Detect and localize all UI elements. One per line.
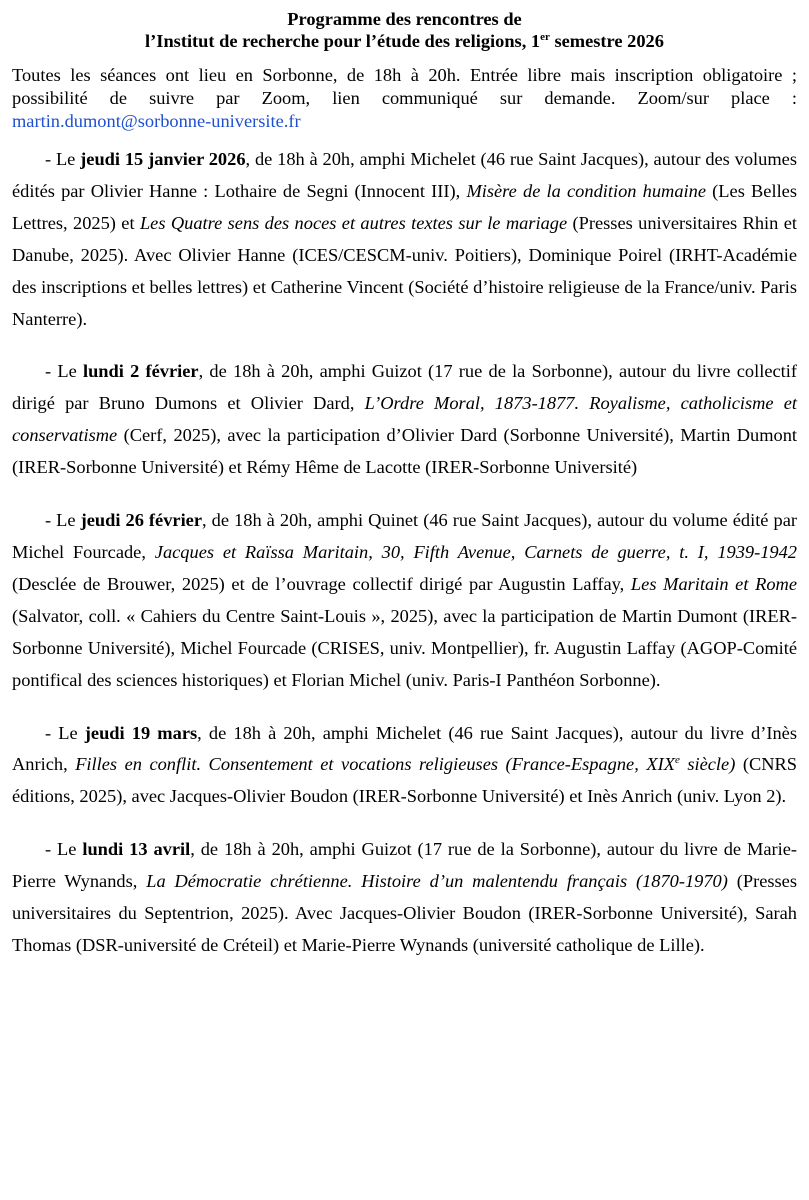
event-text: , de 18h à 20h, amphi Michelet (46 rue Saint Jacques), autour du livre d’Inès Anrich, bbox=[12, 722, 798, 775]
title-line-2-end: semestre 2026 bbox=[549, 31, 664, 51]
event-text: , de 18h à 20h, amphi Michelet (46 rue Saint Jacques), autour des volumes édités par Olivier Hanne : Lothaire de Segni (Innocent III), bbox=[12, 149, 797, 201]
event-prefix: - Le bbox=[45, 722, 85, 743]
intro-paragraph bbox=[12, 64, 797, 133]
event-prefix: - Le bbox=[45, 510, 81, 531]
title-line-1: Programme des rencontres de bbox=[287, 9, 522, 29]
event-text: , de 18h à 20h, amphi Guizot (17 rue de la Sorbonne), autour du livre collectif dirigé par Bruno Dumons et Olivier Dard, bbox=[12, 361, 797, 414]
event-text: (Desclée de Brouwer, 2025) et de l’ouvrage collectif dirigé par Augustin Laffay, bbox=[12, 573, 631, 594]
event-text: , de 18h à 20h, amphi Quinet (46 rue Saint Jacques), autour du volume édité par Michel Fourcade, bbox=[12, 510, 797, 562]
page-title bbox=[12, 8, 797, 52]
event-paragraph-2 bbox=[12, 356, 797, 484]
book-title-part: Filles en conflit. Consentement et vocations religieuses (France-Espagne, XIX bbox=[75, 754, 675, 775]
title-line-2 bbox=[12, 30, 797, 52]
book-title-part: siècle) bbox=[679, 754, 736, 775]
book-title: La Démocratie chrétienne. Histoire d’un malentendu français (1870-1970) bbox=[146, 871, 728, 892]
event-text: , de 18h à 20h, amphi Guizot (17 rue de la Sorbonne), autour du livre de Marie-Pierre Wynands, bbox=[12, 839, 798, 892]
event-prefix: - Le bbox=[45, 149, 81, 169]
century-superscript: e bbox=[674, 754, 680, 767]
event-text: (Salvator, coll. « Cahiers du Centre Saint-Louis », 2025), avec la participation de Martin Dumont (IRER-Sorbonne Université), Michel Fourcade (CRISES, univ. Montpellier), fr. Augustin Laffay (AGOP-Comité pontifical des sciences historiques) et Florian Michel (univ. Paris-I Panthéon Sorbonne). bbox=[12, 605, 797, 690]
book-title bbox=[75, 754, 735, 774]
contact-email-link[interactable]: martin.dumont@sorbonne-universite.fr bbox=[12, 111, 301, 131]
title-superscript: er bbox=[540, 30, 550, 43]
event-text: (CNRS éditions, 2025), avec Jacques-Olivier Boudon (IRER-Sorbonne Université) et Inès Anrich (univ. Lyon 2). bbox=[12, 754, 798, 807]
event-paragraph-4 bbox=[12, 718, 797, 814]
book-title: Jacques et Raïssa Maritain, 30, Fifth Avenue, Carnets de guerre, t. I, 1939-1942 bbox=[154, 541, 798, 562]
event-date: jeudi 26 février bbox=[80, 510, 203, 531]
event-prefix: - Le bbox=[45, 361, 83, 382]
event-prefix: - Le bbox=[45, 839, 83, 860]
event-text: (Presses universitaires Rhin et Danube, 2025). Avec Olivier Hanne (ICES/CESCM-univ. Poitiers), Dominique Poirel (IRHT-Académie des inscriptions et belles lettres) et Catherine Vincent (Société d’histoire religieuse de la France/univ. Paris Nanterre). bbox=[12, 212, 797, 329]
event-paragraph-1 bbox=[12, 144, 797, 335]
intro-text: Toutes les séances ont lieu en Sorbonne, de 18h à 20h. Entrée libre mais inscription obligatoire ; possibilité de suivre par Zoom, lien communiqué sur demande. Zoom/sur place : bbox=[12, 65, 797, 108]
event-date: lundi 13 avril bbox=[82, 839, 191, 860]
title-line-2-main: l’Institut de recherche pour l’étude des religions, 1 bbox=[145, 31, 541, 51]
book-title: Misère de la condition humaine bbox=[466, 180, 706, 201]
event-text: (Presses universitaires du Septentrion, 2025). Avec Jacques-Olivier Boudon (IRER-Sorbonne Université), Sarah Thomas (DSR-université de Créteil) et Marie-Pierre Wynands (université catholique de Lille). bbox=[12, 871, 798, 955]
book-title: L’Ordre Moral, 1873-1877. Royalisme, catholicisme et conservatisme bbox=[12, 393, 798, 446]
event-paragraph-3 bbox=[12, 505, 797, 696]
book-title: Les Maritain et Rome bbox=[630, 573, 797, 594]
event-text: (Cerf, 2025), avec la participation d’Olivier Dard (Sorbonne Université), Martin Dumont (IRER-Sorbonne Université) et Rémy Hême de Lacotte (IRER-Sorbonne Université) bbox=[12, 425, 797, 478]
event-text: (Les Belles Lettres, 2025) et bbox=[12, 180, 797, 233]
book-title: Les Quatre sens des noces et autres textes sur le mariage bbox=[139, 212, 568, 233]
event-date: jeudi 15 janvier 2026 bbox=[80, 149, 246, 169]
event-date: lundi 2 février bbox=[82, 361, 199, 382]
event-date: jeudi 19 mars bbox=[84, 722, 198, 743]
event-paragraph-5 bbox=[12, 834, 797, 962]
